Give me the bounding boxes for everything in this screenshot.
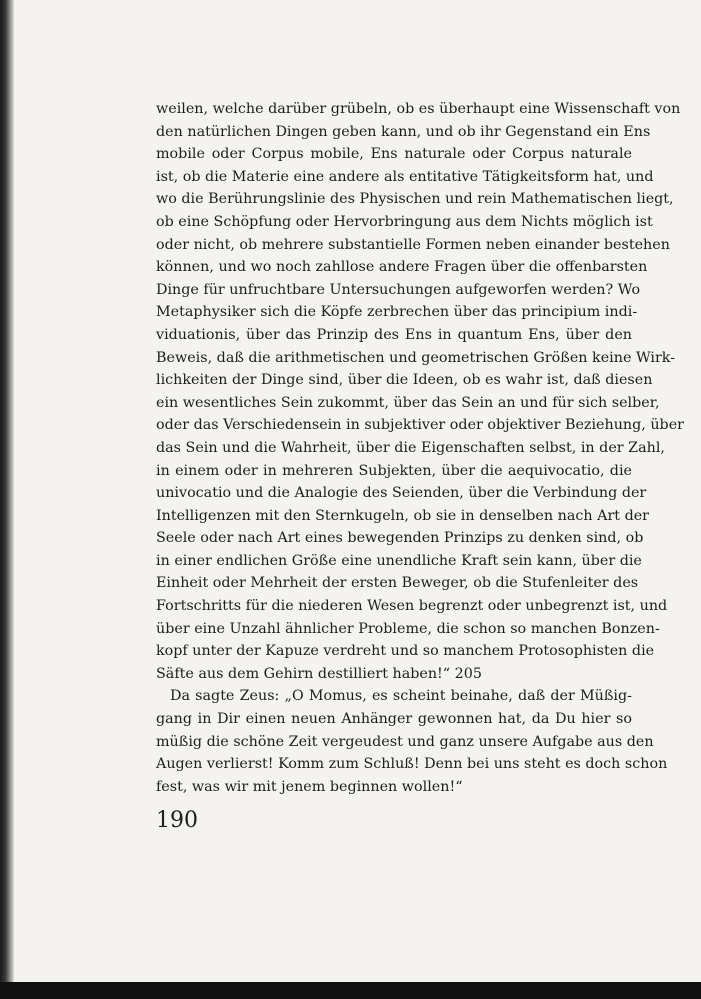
text-line: müßig die schöne Zeit vergeudest und ganz unsere Aufgabe aus den	[156, 733, 654, 750]
text-line: oder nicht, ob mehrere substantielle Formen neben einander bestehen	[156, 236, 670, 253]
page-number: 190	[156, 808, 198, 833]
text-line: können, und wo noch zahllose andere Fragen über die offenbarsten	[156, 259, 648, 276]
text-line: mobile oder Corpus mobile, Ens naturale oder Corpus naturale	[156, 146, 632, 163]
text-line: gang in Dir einen neuen Anhänger gewonnen hat, da Du hier so	[156, 711, 632, 728]
text-line: univocatio und die Analogie des Seienden, über die Verbindung der	[156, 485, 647, 502]
body-text	[156, 98, 685, 798]
text-line: wo die Berührungslinie des Physischen und rein Mathematischen liegt,	[156, 191, 674, 208]
text-line: ist, ob die Materie eine andere als entitative Tätigkeitsform hat, und	[156, 168, 654, 185]
text-line: oder das Verschiedensein in subjektiver oder objektiver Beziehung, über	[156, 417, 685, 434]
scan-bottom-edge	[0, 982, 701, 999]
book-binding-shadow	[0, 0, 14, 988]
text-line: Einheit oder Mehrheit der ersten Beweger, ob die Stufenleiter des	[156, 575, 639, 592]
text-line: weilen, welche darüber grübeln, ob es überhaupt eine Wissenschaft von	[156, 101, 681, 117]
text-line: über eine Unzahl ähnlicher Probleme, die schon so manchen Bonzen-	[156, 620, 660, 637]
text-line: ob eine Schöpfung oder Hervorbringung aus dem Nichts möglich ist	[156, 213, 653, 230]
text-line: kopf unter der Kapuze verdreht und so manchem Protosophisten die	[156, 643, 655, 660]
text-line: in einem oder in mehreren Subjekten, über die aequivocatio, die	[156, 462, 632, 479]
text-line: Dinge für unfruchtbare Untersuchungen aufgeworfen werden? Wo	[156, 281, 641, 298]
text-line: Da sagte Zeus: „O Momus, es scheint beinahe, daß der Müßig-	[170, 688, 632, 705]
text-line: den natürlichen Dingen geben kann, und ob ihr Gegenstand ein Ens	[156, 123, 651, 140]
text-line: in einer endlichen Größe eine unendliche Kraft sein kann, über die	[156, 552, 642, 569]
text-line: Beweis, daß die arithmetischen und geometrischen Größen keine Wirk-	[156, 349, 676, 366]
text-line: viduationis, über das Prinzip des Ens in quantum Ens, über den	[156, 326, 632, 343]
text-line: Säfte aus dem Gehirn destilliert haben!“ 205	[156, 665, 482, 682]
text-line: Seele oder nach Art eines bewegenden Prinzips zu denken sind, ob	[156, 530, 644, 547]
text-line: Augen verlierst! Komm zum Schluß! Denn bei uns steht es doch schon	[156, 756, 668, 773]
text-line: Intelligenzen mit den Sternkugeln, ob sie in denselben nach Art der	[156, 507, 650, 524]
text-line: Metaphysiker sich die Köpfe zerbrechen über das principium indi-	[156, 304, 638, 321]
text-line: Fortschritts für die niederen Wesen begrenzt oder unbegrenzt ist, und	[156, 598, 668, 615]
text-line: das Sein und die Wahrheit, über die Eigenschaften selbst, in der Zahl,	[156, 439, 665, 456]
text-line: fest, was wir mit jenem beginnen wollen!“	[156, 778, 463, 795]
text-line: lichkeiten der Dinge sind, über die Ideen, ob es wahr ist, daß diesen	[156, 372, 653, 389]
text-line: ein wesentliches Sein zukommt, über das Sein an und für sich selber,	[156, 394, 660, 411]
